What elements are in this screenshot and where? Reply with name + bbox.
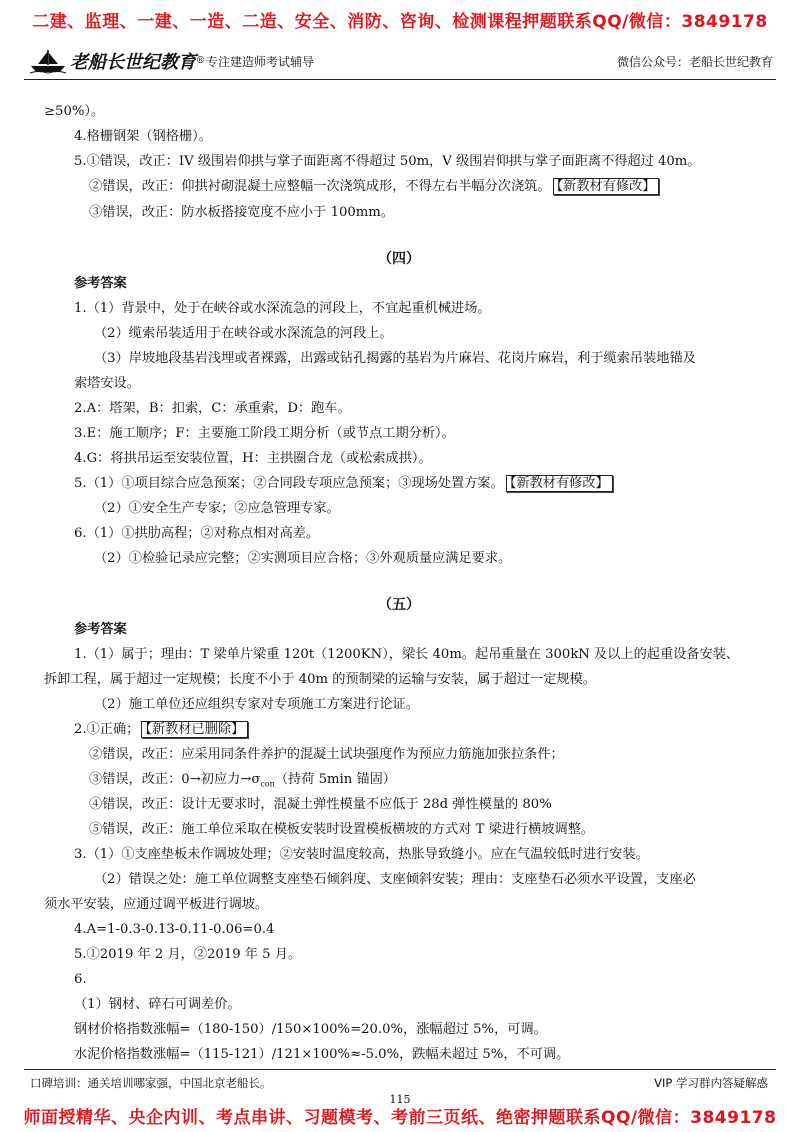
text-line: 5.①错误，改正：IV 级围岩仰拱与掌子面距离不得超过 50m，V 级围岩仰拱与掌子面距离不得超过 40m。: [74, 154, 701, 169]
text-line: （2）①安全生产专家；②应急管理专家。: [94, 501, 340, 516]
text-line: 1.（1）背景中，处于在峡谷或水深流急的河段上，不宜起重机械进场。: [74, 301, 491, 316]
revision-badge: 【新教材有修改】: [553, 178, 660, 195]
header-wechat: 微信公众号：老船长世纪教育: [616, 55, 773, 69]
text-line: 2.A：塔架，B：扣索，C：承重索，D：跑车。: [74, 401, 351, 416]
header-rule: [24, 79, 776, 80]
text-line: （3）岸坡地段基岩浅埋或者裸露，出露或钻孔揭露的基岩为片麻岩、花岗片麻岩，利于缆索吊装地锚及: [94, 351, 696, 366]
text-line: 水泥价格指数涨幅=（115-121）/121×100%≈-5.0%，跌幅未超过 5%，不可调。: [74, 1047, 570, 1062]
answer-heading: 参考答案: [74, 276, 127, 291]
section-title: （五）: [378, 597, 420, 613]
line-text: ②错误，改正：仰拱衬砌混凝土应整幅一次浇筑成形，不得左右半幅分次浇筑。: [89, 179, 551, 194]
page-number: 115: [389, 1093, 411, 1106]
text-line: [74, 721, 248, 739]
revision-badge: 【新教材有修改】: [506, 475, 613, 492]
text-line: （1）钢材、碎石可调差价。: [74, 997, 241, 1012]
footer-rule: [24, 1069, 776, 1070]
text-line: 4.格栅钢架（钢格栅）。: [74, 129, 212, 144]
text-line: 6.（1）①拱肋高程；②对称点相对高差。: [74, 526, 320, 541]
bottom-promo-banner: 师面授精华、央企内训、考点串讲、习题模考、考前三页纸、绝密押题联系QQ/微信：3849178: [23, 1108, 777, 1128]
footer-right-text: VIP 学习群内答疑解惑: [654, 1076, 768, 1090]
text-line: ⑤错误，改正：施工单位采取在模板安装时设置模板横坡的方式对 T 梁进行横坡调整。: [89, 822, 595, 837]
registered-mark: ®: [196, 56, 205, 66]
line-text: ③错误，改正：0→初应力→σ: [89, 772, 261, 787]
text-line: 拆卸工程，属于超过一定规模；长度不小于 40m 的预制梁的运输与安装，属于超过一定规模。: [44, 672, 596, 687]
footer-left-text: 口碑培训：通关培训哪家强，中国北京老船长。: [30, 1076, 272, 1090]
text-line: 5.①2019 年 2 月，②2019 年 5 月。: [74, 947, 302, 962]
top-promo-banner: 二建、监理、一建、一造、二造、安全、消防、咨询、检测课程押题联系QQ/微信：3849178: [32, 12, 768, 32]
text-line: ③错误，改正：防水板搭接宽度不应小于 100mm。: [89, 205, 394, 220]
text-line: 须水平安装，应通过调平板进行调坡。: [44, 897, 269, 912]
header-tagline: 专注建造师考试辅导: [206, 55, 315, 69]
text-line: （2）错误之处：施工单位调整支座垫石倾斜度、支座倾斜安装；理由：支座垫石必须水平设置，支座必: [94, 872, 696, 887]
text-line: （2）缆索吊装适用于在峡谷或水深流急的河段上。: [94, 326, 393, 341]
text-line: 4.A=1-0.3-0.13-0.11-0.06=0.4: [74, 922, 275, 937]
section-title: （四）: [378, 251, 420, 267]
ship-logo-icon: [28, 48, 68, 74]
text-line: 索塔安设。: [74, 376, 140, 391]
text-line: 钢材价格指数涨幅=（180-150）/150×100%=20.0%，涨幅超过 5%，可调。: [74, 1022, 547, 1037]
text-line: （2）①检验记录应完整；②实测项目应合格；③外观质量应满足要求。: [94, 551, 512, 566]
text-line: ④错误，改正：设计无要求时，混凝土弹性模量不应低于 28d 弹性模量的 80%: [89, 797, 552, 812]
text-line: （2）施工单位还应组织专家对专项施工方案进行论证。: [94, 697, 419, 712]
line-text: 2.①正确；: [74, 722, 140, 737]
text-line: ②错误，改正：应采用同条件养护的混凝土试块强度作为预应力筋施加张拉条件；: [89, 747, 564, 762]
text-line: 3.（1）①支座垫板未作调坡处理；②安装时温度较高，热胀导致缝小。应在气温较低时进行安装。: [74, 847, 649, 862]
answer-heading: 参考答案: [74, 622, 127, 637]
text-line: 1.（1）属于；理由：T 梁单片梁重 120t（1200KN），梁长 40m。起吊重量在 300kN 及以上的起重设备安装、: [74, 647, 740, 662]
text-line: 6.: [74, 972, 87, 987]
line-text: 5.（1）①项目综合应急预案；②合同段专项应急预案；③现场处置方案。: [74, 476, 504, 491]
text-line: [89, 771, 396, 794]
text-line: ≥50%）。: [44, 104, 105, 119]
subscript: con: [260, 779, 275, 789]
text-line: [89, 178, 659, 196]
line-text: （持荷 5min 锚固）: [274, 772, 396, 787]
text-line: 3.E：施工顺序；F：主要施工阶段工期分析（或节点工期分析）。: [74, 426, 455, 441]
text-line: 4.G：将拱吊运至安装位置，H：主拱圈合龙（或松索成拱）。: [74, 451, 432, 466]
page-header: [28, 48, 773, 74]
revision-badge: 【新教材已删除】: [141, 721, 248, 738]
text-line: [74, 475, 613, 493]
logo-text: 老船长世纪教育: [70, 52, 196, 73]
logo: [28, 48, 205, 74]
